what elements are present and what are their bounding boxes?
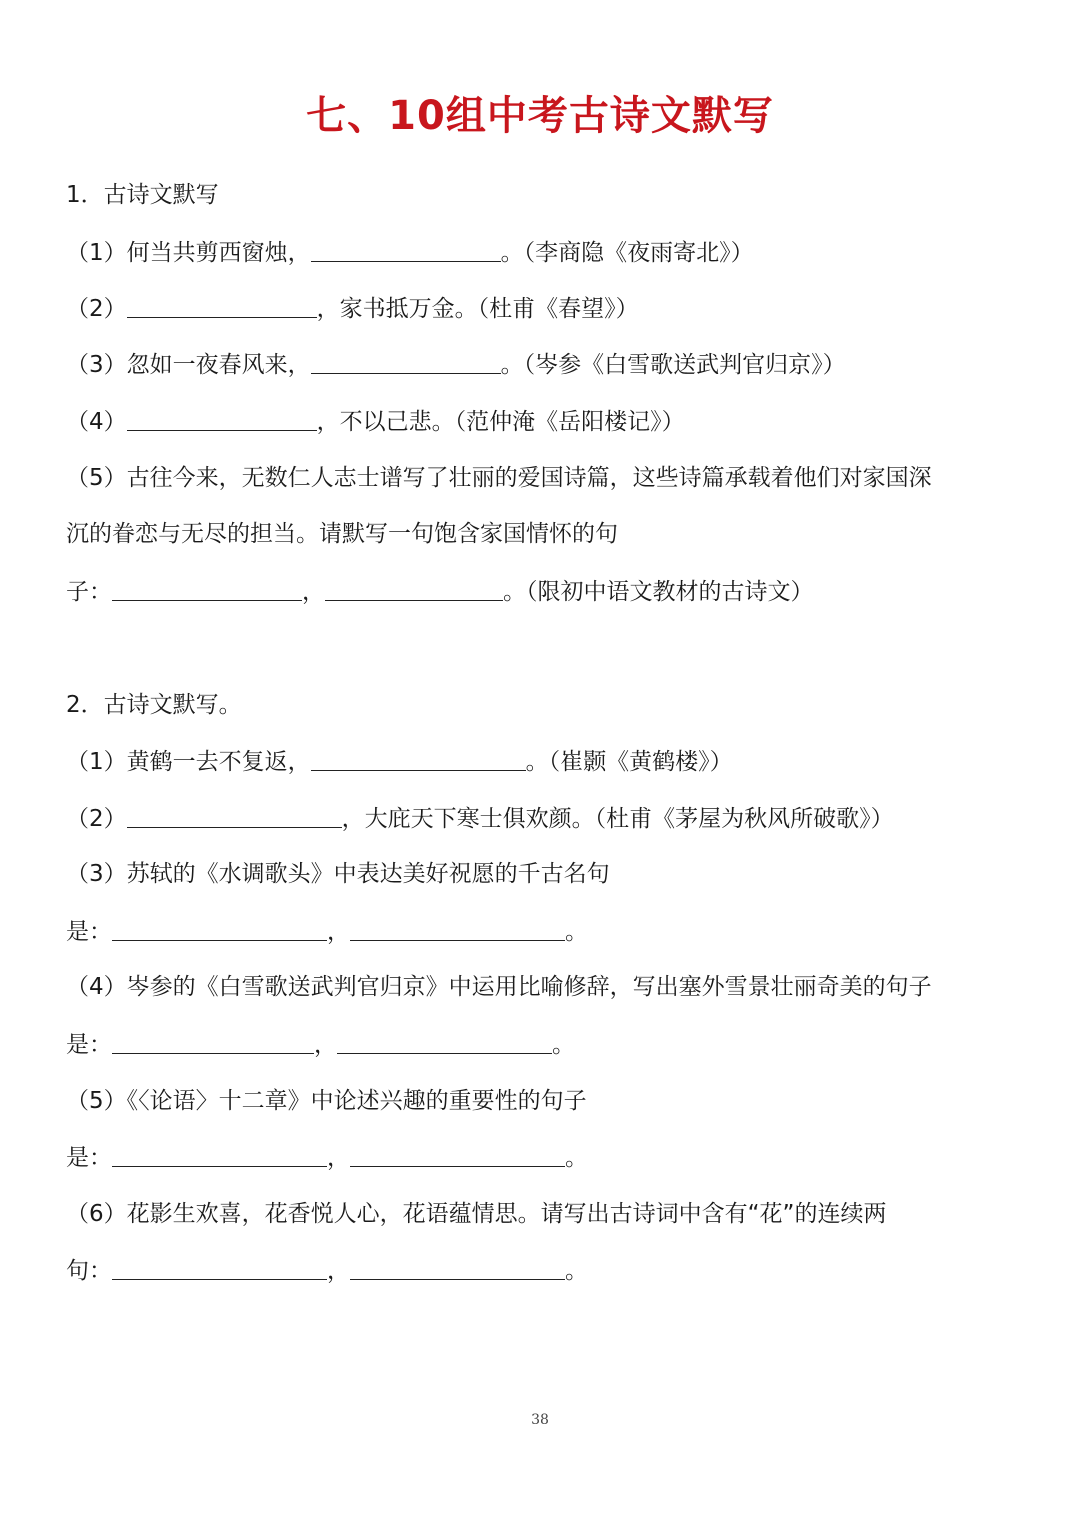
q2-item-3-suffix: 。 (565, 919, 588, 945)
answer-blank[interactable] (337, 1029, 552, 1054)
q1-item-4-prefix: （4） (66, 409, 127, 435)
answer-blank[interactable] (325, 576, 503, 601)
q2-item-3-prefix: 是： (66, 919, 112, 945)
q2-item-6-comma: ， (327, 1258, 350, 1284)
q2-item-4-line2 (66, 1029, 575, 1060)
answer-blank[interactable] (311, 746, 526, 771)
q2-item-1 (66, 746, 733, 777)
q1-item-3-prefix: （3）忽如一夜春风来， (66, 352, 311, 378)
q1-item-1 (66, 237, 754, 268)
q2-item-1-prefix: （1）黄鹤一去不复返， (66, 749, 311, 775)
q1-item-5-line1: （5）古往今来，无数仁人志士谱写了壮丽的爱国诗篇，这些诗篇承载着他们对家国深 (66, 465, 932, 491)
q2-item-4-suffix: 。 (552, 1032, 575, 1058)
q2-item-5-suffix: 。 (565, 1145, 588, 1171)
q1-item-5-comma: ， (302, 579, 325, 605)
q1-heading: 1．古诗文默写 (66, 182, 219, 208)
q2-item-6-line1: （6）花影生欢喜，花香悦人心，花语蕴情思。请写出古诗词中含有“花”的连续两 (66, 1201, 887, 1227)
q2-item-2-prefix: （2） (66, 806, 127, 832)
q2-item-3-comma: ， (327, 919, 350, 945)
q2-item-3-line1: （3）苏轼的《水调歌头》中表达美好祝愿的千古名句 (66, 861, 610, 887)
q1-item-5-line2: 沉的眷恋与无尽的担当。请默写一句饱含家国情怀的句 (66, 521, 618, 547)
answer-blank[interactable] (127, 293, 317, 318)
answer-blank[interactable] (112, 576, 302, 601)
q2-item-6-prefix: 句： (66, 1258, 112, 1284)
q1-item-4-suffix: ，不以己悲。（范仲淹《岳阳楼记》） (316, 409, 685, 435)
q1-item-2-prefix: （2） (66, 296, 127, 322)
q2-item-4-line1: （4）岑参的《白雪歌送武判官归京》中运用比喻修辞，写出塞外雪景壮丽奇美的句子 (66, 974, 932, 1000)
q1-item-5-prefix: 子： (66, 579, 112, 605)
answer-blank[interactable] (112, 1029, 314, 1054)
q1-item-2 (66, 293, 639, 324)
answer-blank[interactable] (112, 1255, 327, 1280)
q2-item-5-comma: ， (327, 1145, 350, 1171)
answer-blank[interactable] (311, 237, 501, 262)
q1-item-1-suffix: 。（李商隐《夜雨寄北》） (500, 240, 754, 266)
q1-item-3-suffix: 。（岑参《白雪歌送武判官归京》） (500, 352, 846, 378)
answer-blank[interactable] (350, 1142, 565, 1167)
q1-item-2-suffix: ，家书抵万金。（杜甫《春望》） (316, 296, 639, 322)
q2-item-5-line1: （5）《〈论语〉十二章》中论述兴趣的重要性的句子 (66, 1088, 587, 1114)
q2-item-3-line2 (66, 916, 588, 947)
q1-item-1-prefix: （1）何当共剪西窗烛， (66, 240, 311, 266)
answer-blank[interactable] (350, 1255, 565, 1280)
page-number: 38 (531, 1412, 549, 1428)
q2-item-4-comma: ， (314, 1032, 337, 1058)
answer-blank[interactable] (127, 803, 342, 828)
q2-item-6-suffix: 。 (565, 1258, 588, 1284)
q2-item-4-prefix: 是： (66, 1032, 112, 1058)
q1-item-5-suffix: 。（限初中语文教材的古诗文） (503, 579, 814, 605)
q2-item-2 (66, 803, 894, 834)
answer-blank[interactable] (311, 349, 501, 374)
answer-blank[interactable] (112, 1142, 327, 1167)
q2-heading: 2．古诗文默写。 (66, 692, 242, 718)
page-title: 七、10组中考古诗文默写 (306, 93, 774, 139)
q2-item-5-prefix: 是： (66, 1145, 112, 1171)
q1-item-3 (66, 349, 846, 380)
q2-item-2-suffix: ，大庇天下寒士俱欢颜。（杜甫《茅屋为秋风所破歌》） (341, 806, 894, 832)
answer-blank[interactable] (127, 406, 317, 431)
q1-item-5-line3 (66, 576, 814, 607)
answer-blank[interactable] (112, 916, 327, 941)
q1-item-4 (66, 406, 685, 437)
answer-blank[interactable] (350, 916, 565, 941)
q2-item-5-line2 (66, 1142, 588, 1173)
q2-item-6-line2 (66, 1255, 588, 1286)
q2-item-1-suffix: 。（崔颢《黄鹤楼》） (525, 749, 733, 775)
